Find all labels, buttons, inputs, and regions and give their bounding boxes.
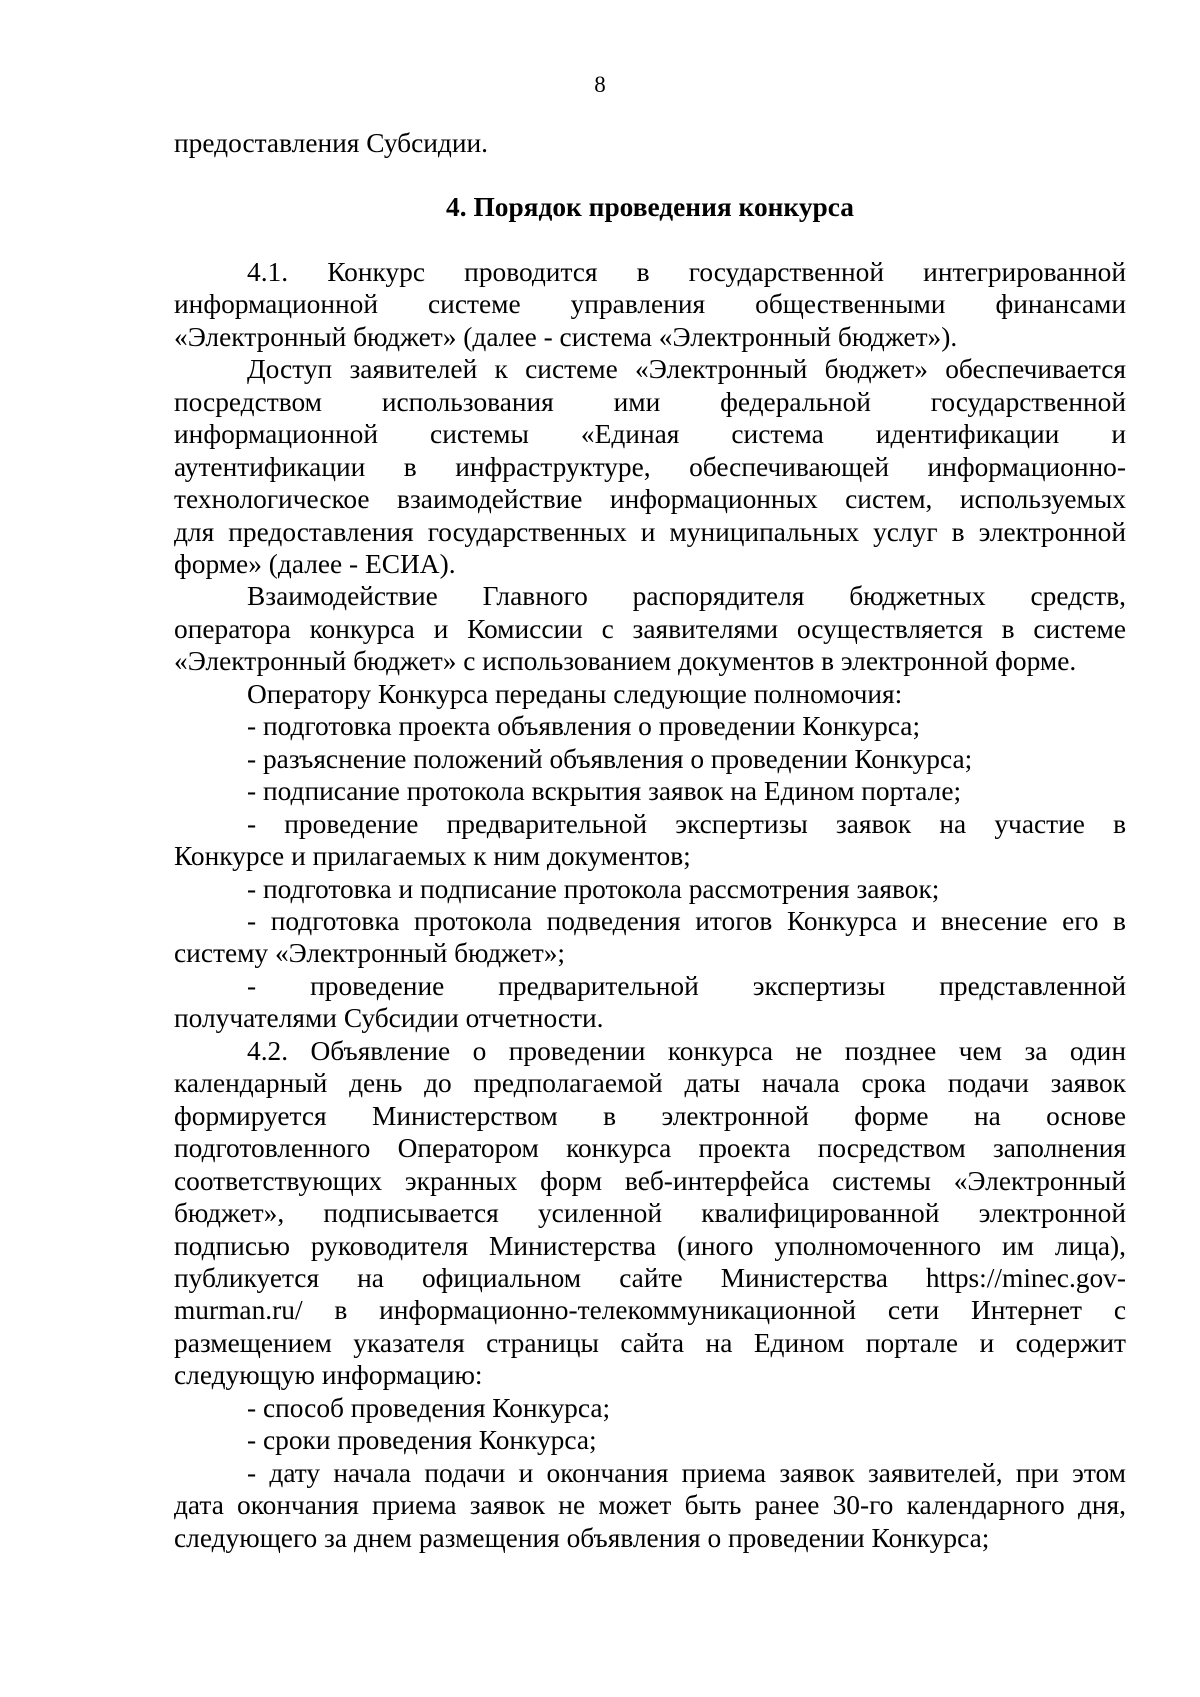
document-body (174, 127, 1126, 1554)
paragraph-line: Конкурсе и прилагаемых к ним документов; (174, 841, 691, 872)
paragraph-line: систему «Электронный бюджет»; (174, 938, 566, 969)
paragraph-line: формируется Министерством в электронной форме на основе (174, 1100, 1126, 1131)
paragraph-line: 4.2. Объявление о проведении конкурса не позднее чем за один (247, 1035, 1126, 1066)
section-heading: 4. Порядок проведения конкурса (446, 192, 854, 223)
paragraph-line: 4.1. Конкурс проводится в государственной интегрированной (247, 256, 1126, 287)
paragraph (174, 1457, 1126, 1554)
paragraph-line: оператора конкурса и Комиссии с заявителями осуществляется в системе (174, 613, 1126, 644)
paragraph (174, 808, 1126, 873)
paragraph-line: дата окончания приема заявок не может быть ранее 30-го календарного дня, (174, 1490, 1126, 1521)
paragraph-line: Доступ заявителей к системе «Электронный бюджет» обеспечивается (247, 354, 1126, 385)
paragraph (174, 743, 1126, 775)
paragraph (174, 353, 1126, 580)
paragraph (174, 873, 1126, 905)
paragraph-line: форме» (далее - ЕСИА). (174, 548, 456, 579)
paragraph-line: следующего за днем размещения объявления о проведении Конкурса; (174, 1522, 990, 1553)
paragraph-line: - подготовка проекта объявления о проведении Конкурса; (247, 711, 921, 742)
page-number: 8 (594, 72, 606, 97)
paragraph (174, 1035, 1126, 1392)
paragraph (174, 580, 1126, 677)
paragraph-line: аутентификации в инфраструктуре, обеспечивающей информационно- (174, 451, 1126, 482)
paragraph-line: - дату начала подачи и окончания приема заявок заявителей, при этом (247, 1457, 1126, 1488)
paragraph-line: «Электронный бюджет» с использованием документов в электронной форме. (174, 646, 1077, 677)
paragraph-line: публикуется на официальном сайте Министерства https://minec.gov- (174, 1262, 1126, 1293)
paragraph-line: получателями Субсидии отчетности. (174, 1003, 604, 1034)
paragraph-line: - проведение предварительной экспертизы заявок на участие в (247, 808, 1126, 839)
paragraph-line: - подписание протокола вскрытия заявок на Едином портале; (247, 776, 962, 807)
paragraph (174, 678, 1126, 710)
paragraph (174, 1424, 1126, 1456)
paragraph (174, 256, 1126, 353)
paragraph-line: размещением указателя страницы сайта на Едином портале и содержит (174, 1327, 1126, 1358)
paragraph-list (174, 256, 1126, 1554)
paragraph-line: технологическое взаимодействие информационных систем, используемых (174, 484, 1126, 515)
paragraph (174, 710, 1126, 742)
paragraph-line: информационной системы «Единая система идентификации и (174, 419, 1126, 450)
paragraph-line: «Электронный бюджет» (далее - система «Электронный бюджет»). (174, 321, 958, 352)
paragraph-line: следующую информацию: (174, 1360, 483, 1391)
paragraph (174, 1392, 1126, 1424)
paragraph-line: для предоставления государственных и муниципальных услуг в электронной (174, 516, 1126, 547)
paragraph-line: Оператору Конкурса переданы следующие полномочия: (247, 678, 903, 709)
paragraph-line: - подготовка протокола подведения итогов Конкурса и внесение его в (247, 905, 1126, 936)
paragraph-line: посредством использования ими федеральной государственной (174, 386, 1126, 417)
paragraph-line: - проведение предварительной экспертизы представленной (247, 970, 1126, 1001)
paragraph-line: - способ проведения Конкурса; (247, 1392, 611, 1423)
paragraph (174, 905, 1126, 970)
paragraph-line: подписью руководителя Министерства (иного уполномоченного им лица), (174, 1230, 1126, 1261)
paragraph-line: соответствующих экранных форм веб-интерфейса системы «Электронный (174, 1165, 1126, 1196)
paragraph-line: - разъяснение положений объявления о проведении Конкурса; (247, 743, 973, 774)
paragraph-line: подготовленного Оператором конкурса проекта посредством заполнения (174, 1133, 1126, 1164)
paragraph-line: - подготовка и подписание протокола рассмотрения заявок; (247, 873, 940, 904)
paragraph-line: Взаимодействие Главного распорядителя бюджетных средств, (247, 581, 1126, 612)
paragraph-line: календарный день до предполагаемой даты начала срока подачи заявок (174, 1068, 1126, 1099)
paragraph-line: murman.ru/ в информационно-телекоммуникационной сети Интернет с (174, 1295, 1126, 1326)
intro-line: предоставления Субсидии. (174, 128, 489, 158)
paragraph-line: информационной системе управления общественными финансами (174, 289, 1126, 320)
paragraph (174, 775, 1126, 807)
paragraph-line: - сроки проведения Конкурса; (247, 1425, 597, 1456)
paragraph-line: бюджет», подписывается усиленной квалифицированной электронной (174, 1198, 1126, 1229)
paragraph (174, 970, 1126, 1035)
